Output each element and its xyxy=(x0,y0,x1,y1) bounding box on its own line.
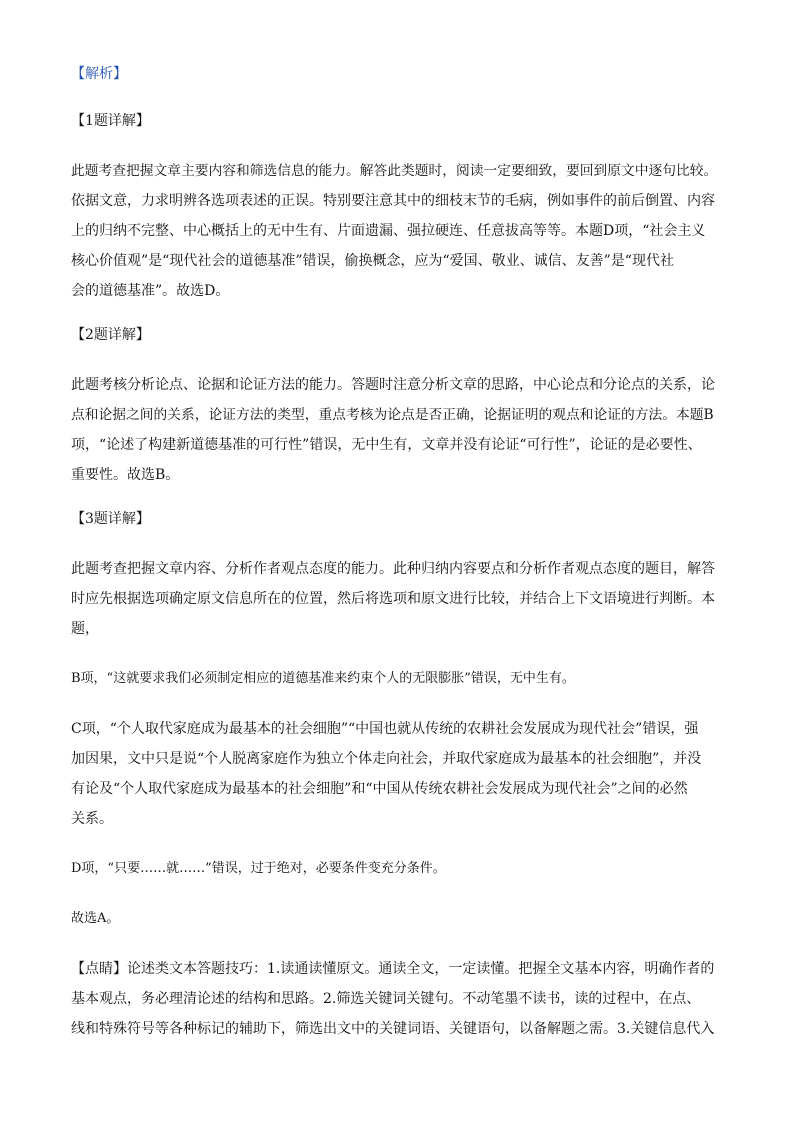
q1-line: 核心价值观”是“现代社会的道德基准”错误，偷换概念，应为“爱国、敬业、诚信、友善”是“现代社 xyxy=(71,253,674,269)
q3-option-c xyxy=(71,714,721,834)
q3-conclusion: 故选A。 xyxy=(71,911,120,926)
q2-line: 此题考核分析论点、论据和论证方法的能力。答题时注意分析文章的思路，中心论点和分论点的关系，论 xyxy=(71,377,715,393)
q3-option-b xyxy=(71,664,721,694)
q3-option-d-line: D项，“只要……就……”错误，过于绝对，必要条件变充分条件。 xyxy=(71,861,446,876)
q2-line: 重要性。故选B。 xyxy=(71,467,180,483)
q3-option-c-line: 关系。 xyxy=(71,811,113,827)
analysis-heading: 【解析】 xyxy=(71,66,127,82)
tip-line: 【点睛】论述类文本答题技巧：1.读通读懂原文。通读全文，一定读懂。把握全文基本内容，明确作者的 xyxy=(71,961,715,977)
q3-intro-paragraph xyxy=(71,554,721,644)
q3-heading: 【3题详解】 xyxy=(71,511,150,527)
q3-line: 题， xyxy=(71,621,99,637)
q2-line: 项，“论述了构建新道德基准的可行性”错误，无中生有，文章并没有论证“可行性”，论证的是必要性、 xyxy=(71,437,702,453)
q3-line: 时应先根据选项确定原文信息所在的位置，然后将选项和原文进行比较，并结合上下文语境进行判断。本 xyxy=(71,591,715,607)
q1-line: 此题考查把握文章主要内容和筛选信息的能力。解答此类题时，阅读一定要细致，要回到原文中逐句比较。 xyxy=(71,163,718,179)
q1-line: 上的归纳不完整、中心概括上的无中生有、片面遗漏、强拉硬连、任意拔高等等。本题D项，“社会主义 xyxy=(71,223,706,239)
q1-heading: 【1题详解】 xyxy=(71,113,150,129)
tip-line: 线和特殊符号等各种标记的辅助下，筛选出文中的关键词语、关键语句，以备解题之需。3.关键信息代入 xyxy=(71,1021,715,1037)
q1-paragraph xyxy=(71,156,721,306)
q1-line: 会的道德基准”。故选D。 xyxy=(71,283,230,299)
q3-option-c-line: 有论及“个人取代家庭成为最基本的社会细胞”和“中国从传统农耕社会发展成为现代社会”之间的必然 xyxy=(71,781,688,797)
q2-heading: 【2题详解】 xyxy=(71,327,150,343)
tip-paragraph xyxy=(71,954,721,1044)
document-page xyxy=(71,62,721,1044)
q3-option-d xyxy=(71,854,721,884)
q3-option-c-line: 加因果，文中只是说“个人脱离家庭作为独立个体走向社会，并取代家庭成为最基本的社会细胞”，并没 xyxy=(71,751,702,767)
q1-line: 依据文意，力求明辨各选项表述的正误。特别要注意其中的细枝末节的毛病，例如事件的前后倒置、内容 xyxy=(71,193,715,209)
q2-line: 点和论据之间的关系，论证方法的类型，重点考核为论点是否正确，论据证明的观点和论证的方法。本题B xyxy=(71,407,714,423)
q2-paragraph xyxy=(71,370,721,490)
q3-option-c-line: C项，“个人取代家庭成为最基本的社会细胞”“中国也就从传统的农耕社会发展成为现代社会”错误，强 xyxy=(71,721,699,737)
q3-line: 此题考查把握文章内容、分析作者观点态度的能力。此种归纳内容要点和分析作者观点态度的题目，解答 xyxy=(71,561,715,577)
q3-option-b-line: B项，“这就要求我们必须制定相应的道德基准来约束个人的无限膨胀”错误，无中生有。 xyxy=(71,671,575,686)
tip-line: 基本观点，务必理清论述的结构和思路。2.筛选关键词关键句。不动笔墨不读书，读的过程中，在点、 xyxy=(71,991,701,1007)
